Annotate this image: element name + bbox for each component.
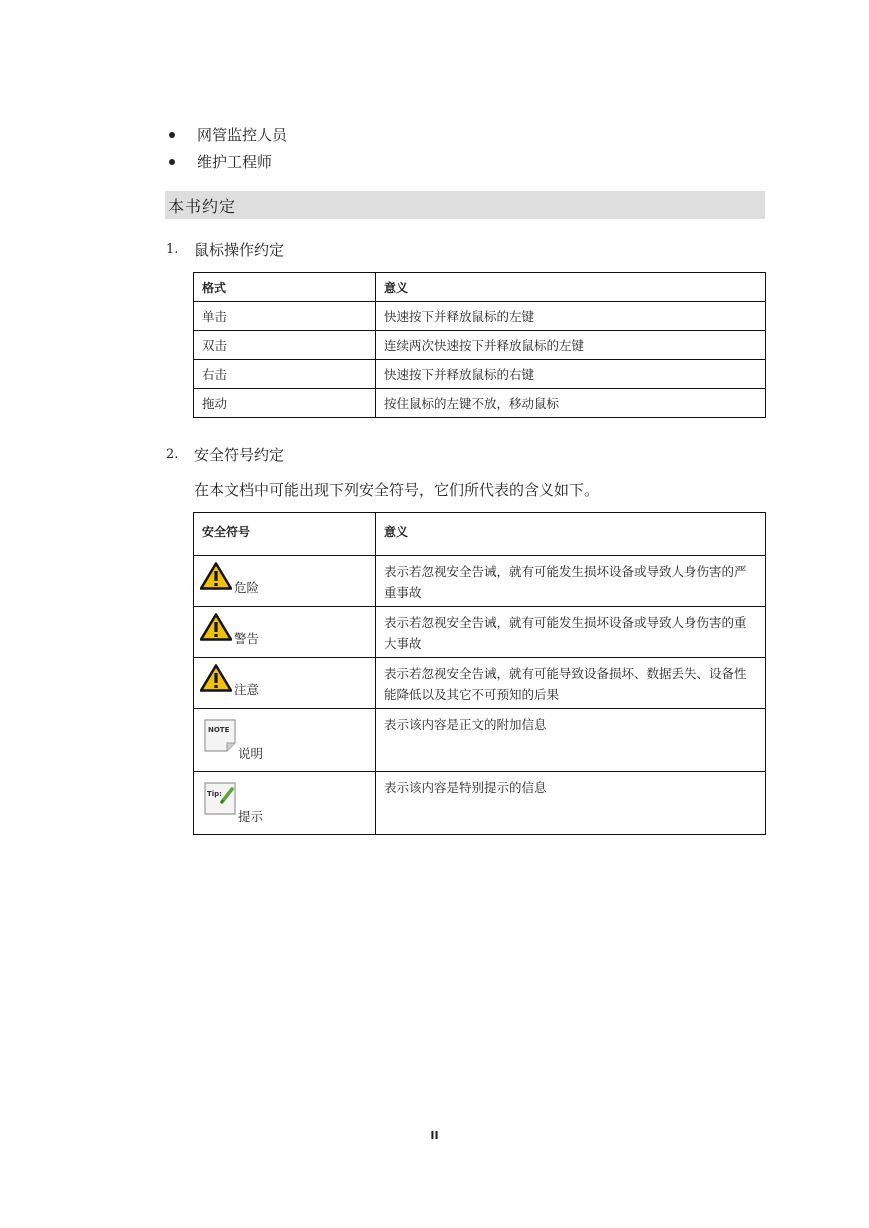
numbered-item-mouse — [166, 239, 284, 260]
table-cell: 快速按下并释放鼠标的右键 — [376, 360, 766, 389]
column-header: 意义 — [376, 513, 766, 556]
numbered-item-safety — [166, 444, 284, 465]
column-header: 安全符号 — [194, 513, 376, 556]
list-number: 1. — [166, 242, 179, 257]
table-cell: 按住鼠标的左键不放，移动鼠标 — [376, 389, 766, 418]
svg-text:Tip:: Tip: — [207, 790, 222, 798]
list-item-text: 维护工程师 — [197, 153, 273, 171]
table-row — [194, 556, 766, 607]
symbol-cell — [194, 607, 376, 658]
symbol-label: 说明 — [238, 746, 264, 761]
table-row — [194, 302, 766, 331]
table-cell: 连续两次快速按下并释放鼠标的左键 — [376, 331, 766, 360]
table-cell: 表示若忽视安全告诫，就有可能发生损坏设备或导致人身伤害的重大事故 — [376, 607, 766, 658]
table-cell: 表示若忽视安全告诫，就有可能导致设备损坏、数据丢失、设备性能降低以及其它不可预知的后果 — [376, 658, 766, 709]
column-header: 意义 — [376, 273, 766, 302]
symbol-label: 提示 — [238, 809, 264, 824]
symbol-label: 危险 — [234, 580, 260, 595]
table-cell: 表示该内容是正文的附加信息 — [376, 709, 766, 772]
symbol-cell — [194, 556, 376, 607]
table-row — [194, 709, 766, 772]
table-row — [194, 607, 766, 658]
table-row — [194, 658, 766, 709]
list-title: 鼠标操作约定 — [194, 241, 285, 259]
symbol-cell — [194, 658, 376, 709]
page-number: II — [430, 1129, 439, 1142]
table-header-row — [194, 273, 766, 302]
symbol-label: 注意 — [234, 682, 260, 697]
column-header: 格式 — [194, 273, 376, 302]
symbol-cell — [194, 709, 376, 772]
bullet-icon — [169, 132, 175, 138]
safety-symbol-table — [193, 512, 766, 835]
svg-text:NOTE: NOTE — [208, 726, 230, 734]
table-cell: 表示若忽视安全告诫，就有可能发生损坏设备或导致人身伤害的严重事故 — [376, 556, 766, 607]
table-row — [194, 331, 766, 360]
table-cell: 快速按下并释放鼠标的左键 — [376, 302, 766, 331]
warning-triangle-icon — [200, 562, 232, 590]
bullet-icon — [169, 159, 175, 165]
list-title: 安全符号约定 — [194, 446, 285, 464]
list-number: 2. — [166, 447, 179, 462]
section-heading: 本书约定 — [165, 191, 765, 219]
table-row — [194, 389, 766, 418]
mouse-convention-table — [193, 272, 766, 418]
table-cell: 右击 — [194, 360, 376, 389]
table-cell: 双击 — [194, 331, 376, 360]
warning-triangle-icon — [200, 664, 232, 692]
list-item — [168, 121, 668, 148]
list-item-text: 网管监控人员 — [197, 126, 288, 144]
table-cell: 表示该内容是特别提示的信息 — [376, 772, 766, 835]
intro-paragraph: 在本文档中可能出现下列安全符号，它们所代表的含义如下。 — [194, 481, 600, 499]
symbol-label: 警告 — [234, 631, 260, 646]
table-cell: 拖动 — [194, 389, 376, 418]
tip-icon — [202, 780, 238, 820]
table-row — [194, 360, 766, 389]
audience-list — [168, 121, 668, 175]
warning-triangle-icon — [200, 613, 232, 641]
table-cell: 单击 — [194, 302, 376, 331]
list-item — [168, 148, 668, 175]
table-row — [194, 772, 766, 835]
symbol-cell — [194, 772, 376, 835]
note-icon — [202, 717, 238, 757]
table-header-row — [194, 513, 766, 556]
